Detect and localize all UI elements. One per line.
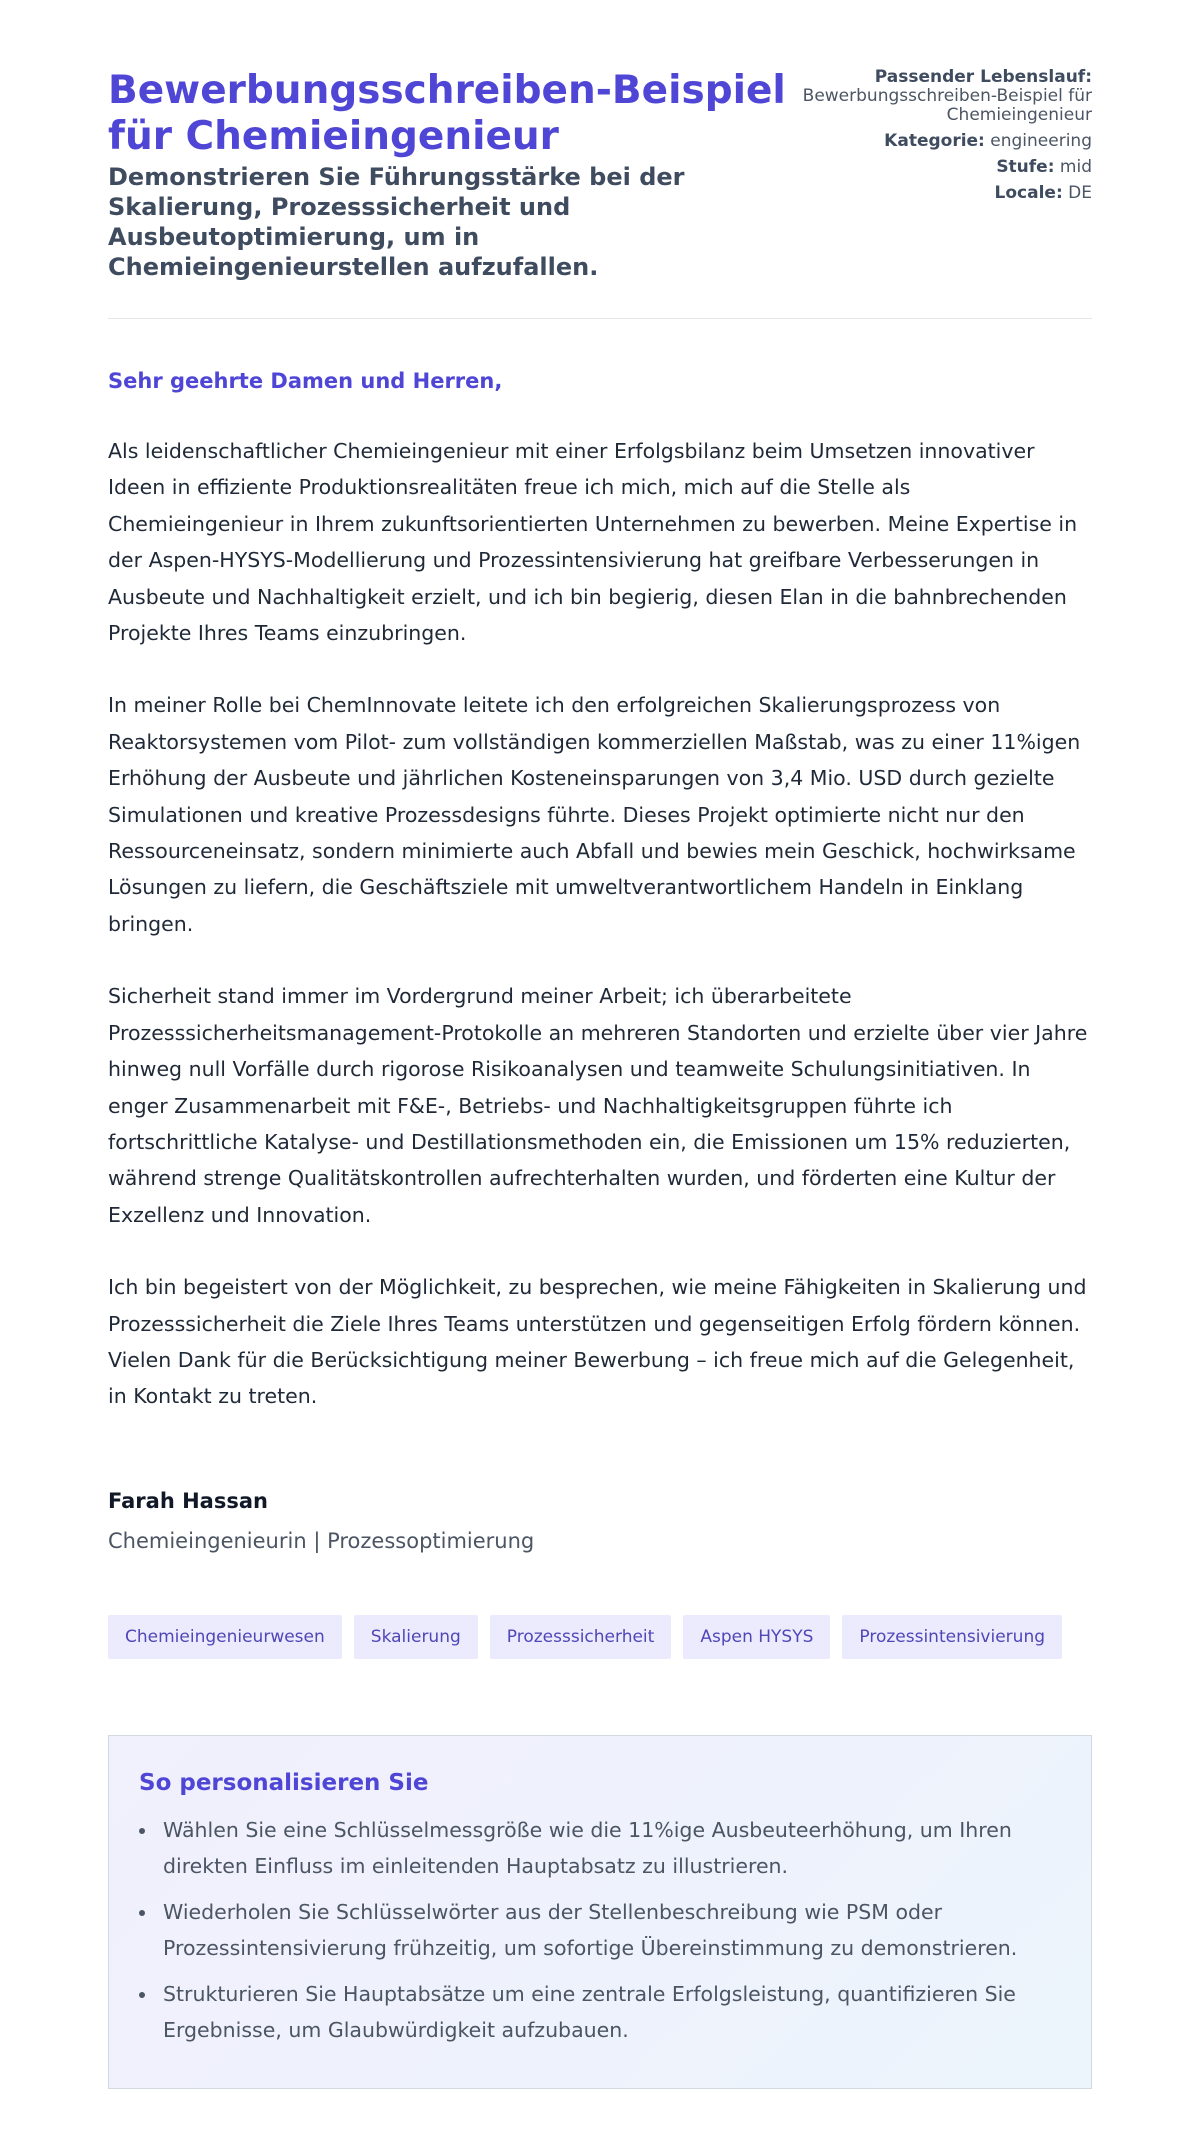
header-divider bbox=[108, 318, 1092, 319]
letter-body bbox=[108, 367, 1092, 1555]
page-title: Bewerbungsschreiben-Beispiel für Chemieingenieur bbox=[108, 68, 786, 159]
tag-chip: Prozesssicherheit bbox=[490, 1615, 672, 1659]
meta-level-value: mid bbox=[1059, 157, 1092, 177]
page-subtitle: Demonstrieren Sie Führungsstärke bei der Skalierung, Prozesssicherheit und Ausbeutoptimierung, um in Chemieingenieurstellen aufzufallen. bbox=[108, 163, 685, 281]
personalization-tips bbox=[108, 1735, 1092, 2089]
letter-paragraph: Als leidenschaftlicher Chemieingenieur mit einer Erfolgsbilanz beim Umsetzen innovativer Ideen in effiziente Produktionsrealitäten freue ich mich, mich auf die Stelle als Chemieingenieur in Ihrem zukunftsorientierten Unternehmen zu bewerben. Meine Expertise in der Aspen-HYSYS-Modellierung und Prozessintensivierung hat greifbare Verbesserungen in Ausbeute und Nachhaltigkeit erzielt, und ich bin begierig, diesen Elan in die bahnbrechenden Projekte Ihres Teams einzubringen. bbox=[108, 439, 1078, 646]
meta-level-label: Stufe: bbox=[996, 157, 1055, 177]
tips-title: So personalisieren Sie bbox=[139, 1769, 429, 1796]
salutation: Sehr geehrte Damen und Herren, bbox=[108, 369, 503, 393]
meta-category bbox=[803, 132, 1092, 151]
tag-chip: Prozessintensivierung bbox=[842, 1615, 1062, 1659]
tips-list bbox=[139, 1812, 1061, 2048]
tag-chip: Aspen HYSYS bbox=[683, 1615, 830, 1659]
meta-resume bbox=[803, 68, 1092, 125]
tag-chip: Skalierung bbox=[354, 1615, 478, 1659]
meta-resume-value: Bewerbungsschreiben-Beispiel für Chemieingenieur bbox=[802, 86, 1092, 125]
signature-role: Chemieingenieurin | Prozessoptimierung bbox=[108, 1528, 535, 1553]
meta-info bbox=[803, 68, 1092, 210]
letter-paragraph: Ich bin begeistert von der Möglichkeit, zu besprechen, wie meine Fähigkeiten in Skalierung und Prozesssicherheit die Ziele Ihres Teams unterstützen und gegenseitigen Erfolg fördern können. Vielen Dank für die Berücksichtigung meiner Bewerbung – ich freue mich auf die Gelegenheit, in Kontakt zu treten. bbox=[108, 1275, 1087, 1409]
tips-list-item: Wiederholen Sie Schlüsselwörter aus der Stellenbeschreibung wie PSM oder Prozessintensivierung frühzeitig, um sofortige Übereinstimmung zu demonstrieren. bbox=[163, 1894, 1061, 1966]
tips-list-item: Strukturieren Sie Hauptabsätze um eine zentrale Erfolgsleistung, quantifizieren Sie Ergebnisse, um Glaubwürdigkeit aufzubauen. bbox=[163, 1976, 1061, 2048]
letter-paragraph: In meiner Rolle bei ChemInnovate leitete ich den erfolgreichen Skalierungsprozess von Reaktorsystemen vom Pilot- zum vollständigen kommerziellen Maßstab, was zu einer 11%igen Erhöhung der Ausbeute und jährlichen Kosteneinsparungen von 3,4 Mio. USD durch gezielte Simulationen und kreative Prozessdesigns führte. Dieses Projekt optimierte nicht nur den Ressourceneinsatz, sondern minimierte auch Abfall und bewies mein Geschick, hochwirksame Lösungen zu liefern, die Geschäftsziele mit umweltverantwortlichem Handeln in Einklang bringen. bbox=[108, 693, 1081, 936]
meta-locale-value: DE bbox=[1068, 183, 1092, 203]
meta-category-label: Kategorie: bbox=[884, 131, 985, 151]
header-titles bbox=[108, 68, 803, 282]
meta-resume-label: Passender Lebenslauf: bbox=[874, 67, 1092, 87]
letter-paragraph: Sicherheit stand immer im Vordergrund meiner Arbeit; ich überarbeitete Prozesssicherheitsmanagement-Protokolle an mehreren Standorten und erzielte über vier Jahre hinweg null Vorfälle durch rigorose Risikoanalysen und teamweite Schulungsinitiativen. In enger Zusammenarbeit mit F&E-, Betriebs- und Nachhaltigkeitsgruppen führte ich fortschrittliche Katalyse- und Destillationsmethoden ein, die Emissionen um 15% reduzierten, während strenge Qualitätskontrollen aufrechterhalten wurden, und förderten eine Kultur der Exzellenz und Innovation. bbox=[108, 984, 1088, 1227]
page-header bbox=[108, 68, 1092, 282]
tag-chip: Chemieingenieurwesen bbox=[108, 1615, 342, 1659]
signature-name: Farah Hassan bbox=[108, 1488, 268, 1513]
meta-locale bbox=[803, 184, 1092, 203]
meta-locale-label: Locale: bbox=[994, 183, 1063, 203]
tips-list-item: Wählen Sie eine Schlüsselmessgröße wie die 11%ige Ausbeuteerhöhung, um Ihren direkten Einfluss im einleitenden Hauptabsatz zu illustrieren. bbox=[163, 1812, 1061, 1884]
tag-list bbox=[108, 1615, 1092, 1659]
meta-category-value: engineering bbox=[990, 131, 1092, 151]
meta-level bbox=[803, 158, 1092, 177]
